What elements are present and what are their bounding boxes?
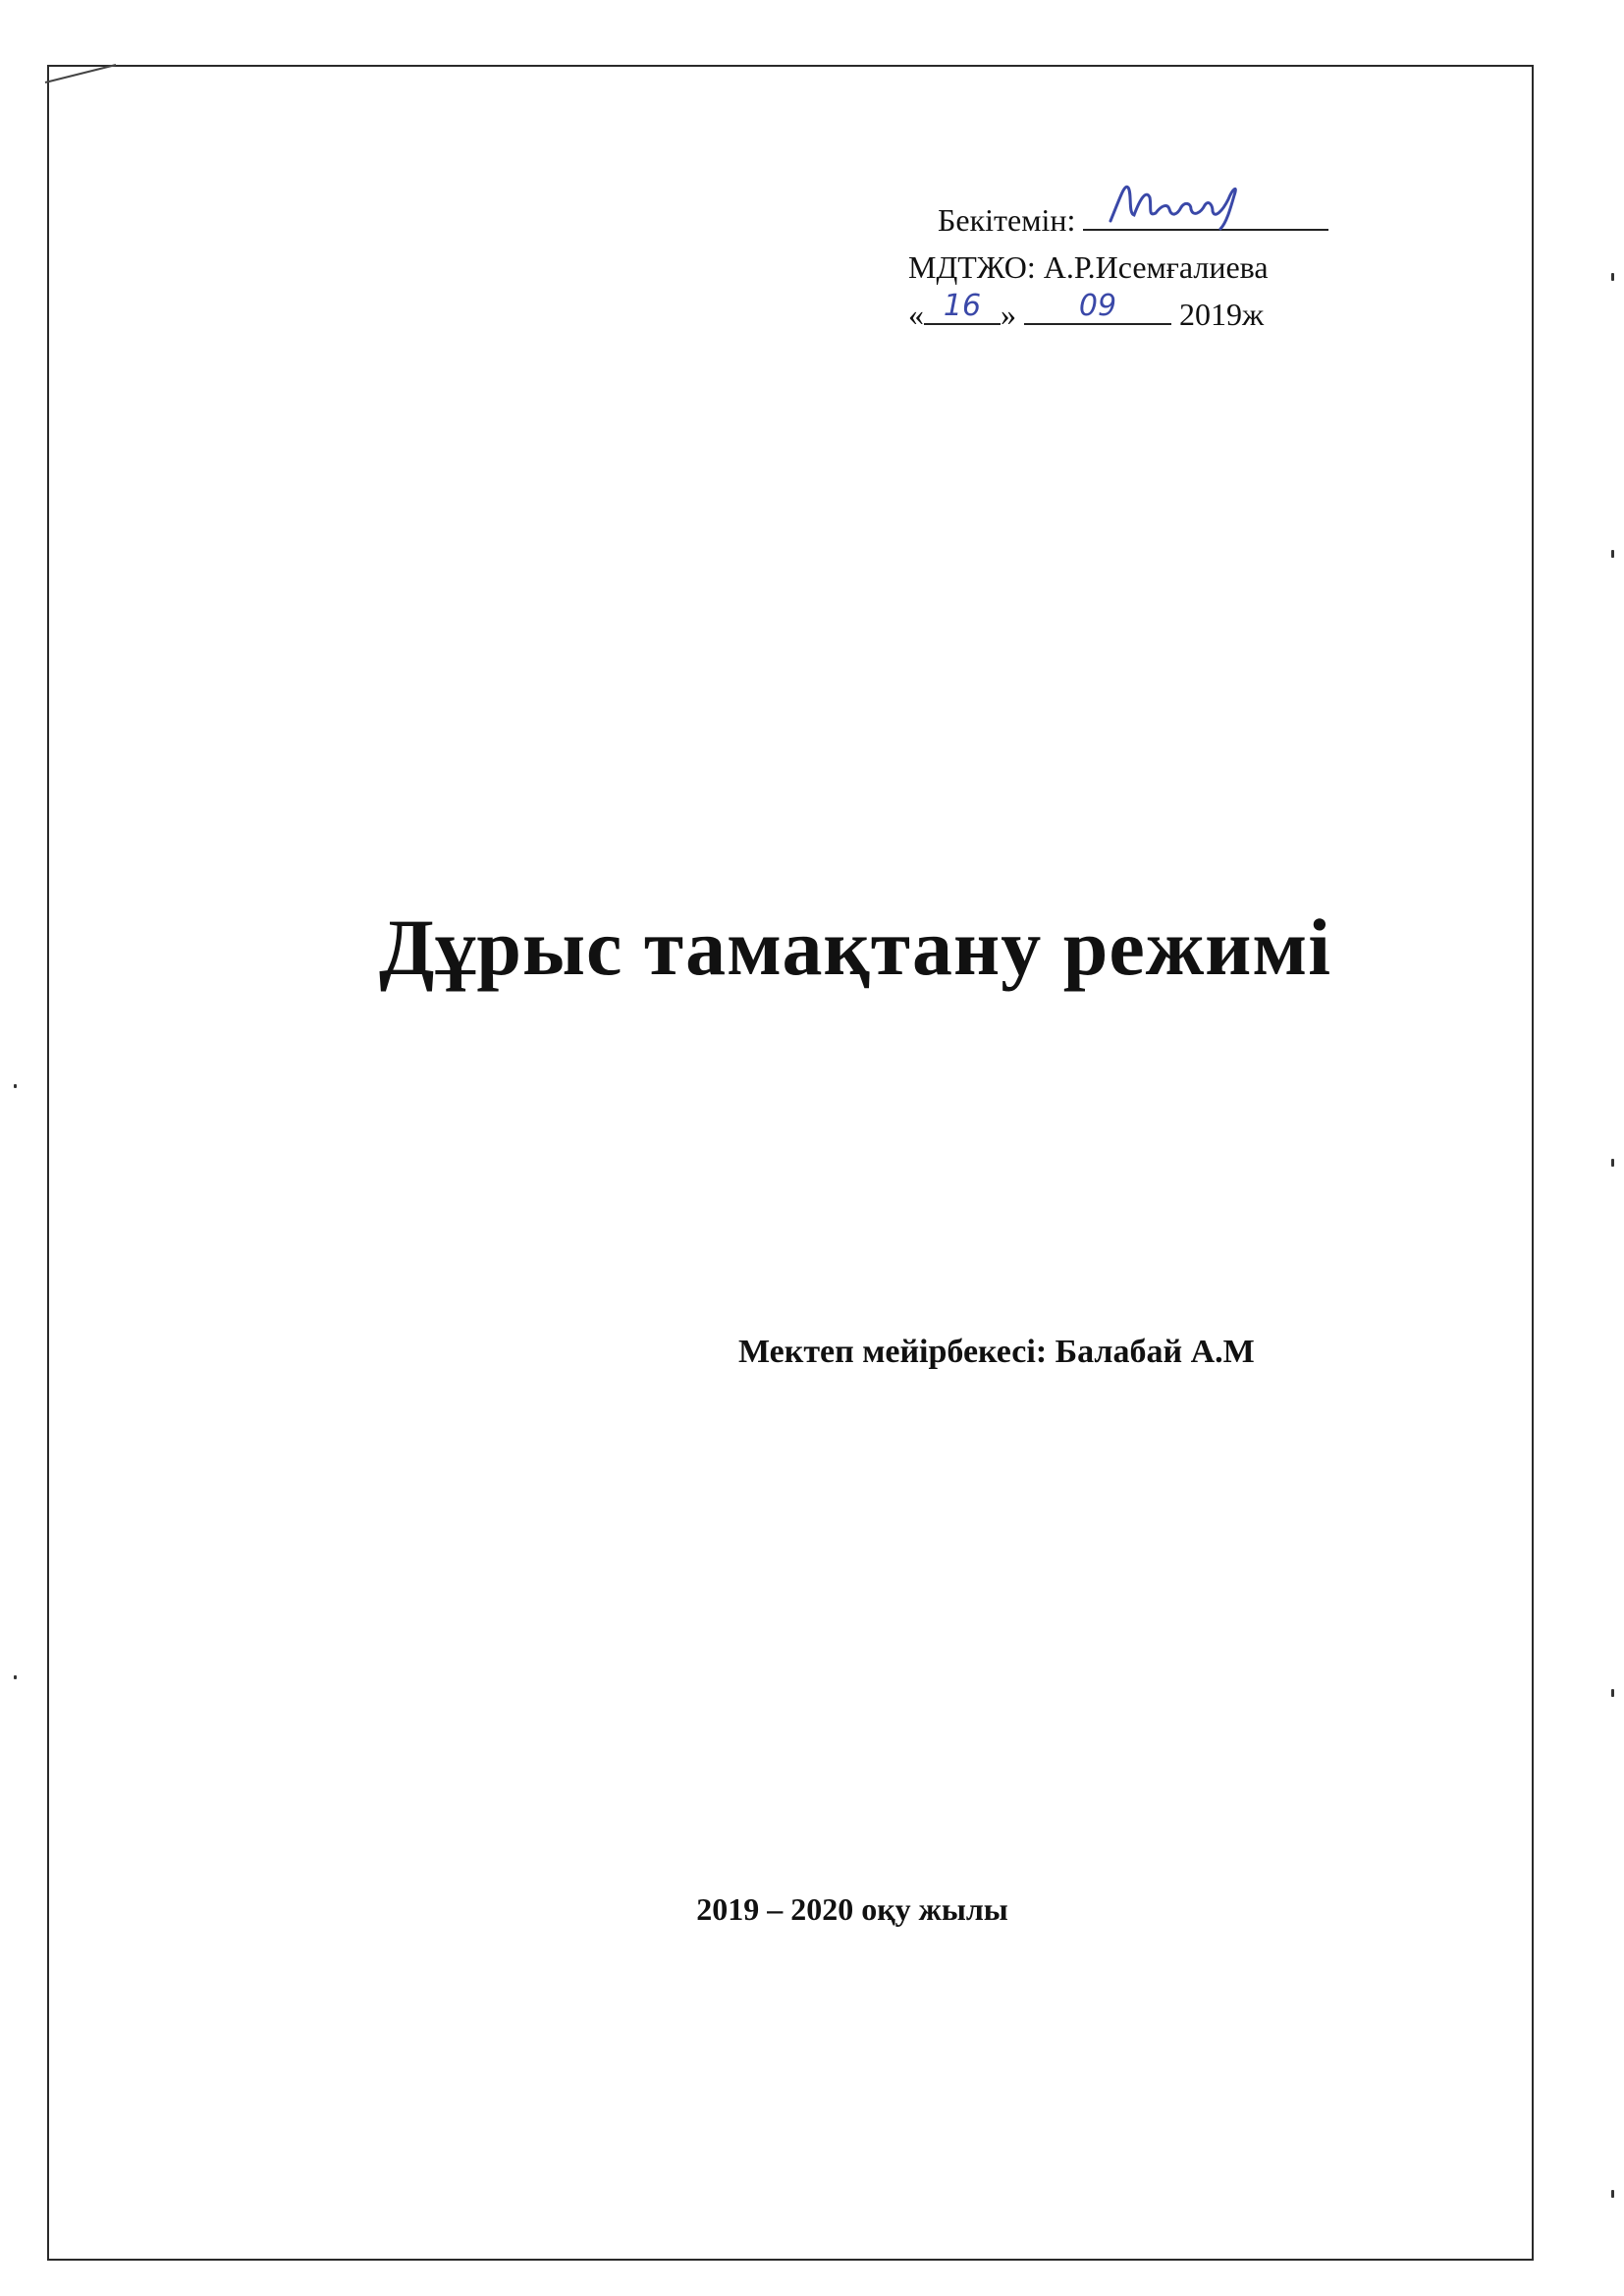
approval-label: Бекітемін: (938, 202, 1076, 238)
approval-position-line: МДТЖО: А.Р.Исемғалиева (908, 249, 1269, 285)
approval-block (908, 196, 1328, 338)
close-quote: » (1001, 297, 1016, 332)
scan-artifact (14, 1675, 17, 1679)
scan-artifact (1611, 273, 1614, 281)
school-nurse-line: Мектеп мейірбекесі: Балабай А.М (738, 1334, 1255, 1370)
date-day: 16 (943, 289, 982, 323)
document-title (0, 902, 1624, 994)
corner-pen-mark (43, 61, 122, 90)
scan-artifact (14, 1084, 17, 1088)
date-year: 2019ж (1179, 297, 1265, 332)
approval-signature-line (908, 196, 1328, 244)
academic-year-text: 2019 – 2020 оқу жылы (696, 1891, 1008, 1927)
page-border (47, 65, 1534, 2261)
document-title-text: Дұрыс тамақтану режимі (378, 902, 1332, 992)
scan-artifact (1611, 2190, 1614, 2198)
date-day-field (924, 289, 1001, 325)
scan-artifact (1611, 550, 1614, 558)
date-month: 09 (1078, 289, 1117, 323)
scan-artifact (1611, 1159, 1614, 1167)
academic-year (0, 1891, 1624, 1928)
signature-field (1083, 199, 1328, 231)
scan-artifact (1611, 1689, 1614, 1697)
date-month-field (1024, 289, 1171, 325)
open-quote: « (908, 297, 924, 332)
signature-icon (1103, 178, 1260, 233)
approval-date-line (908, 291, 1328, 338)
